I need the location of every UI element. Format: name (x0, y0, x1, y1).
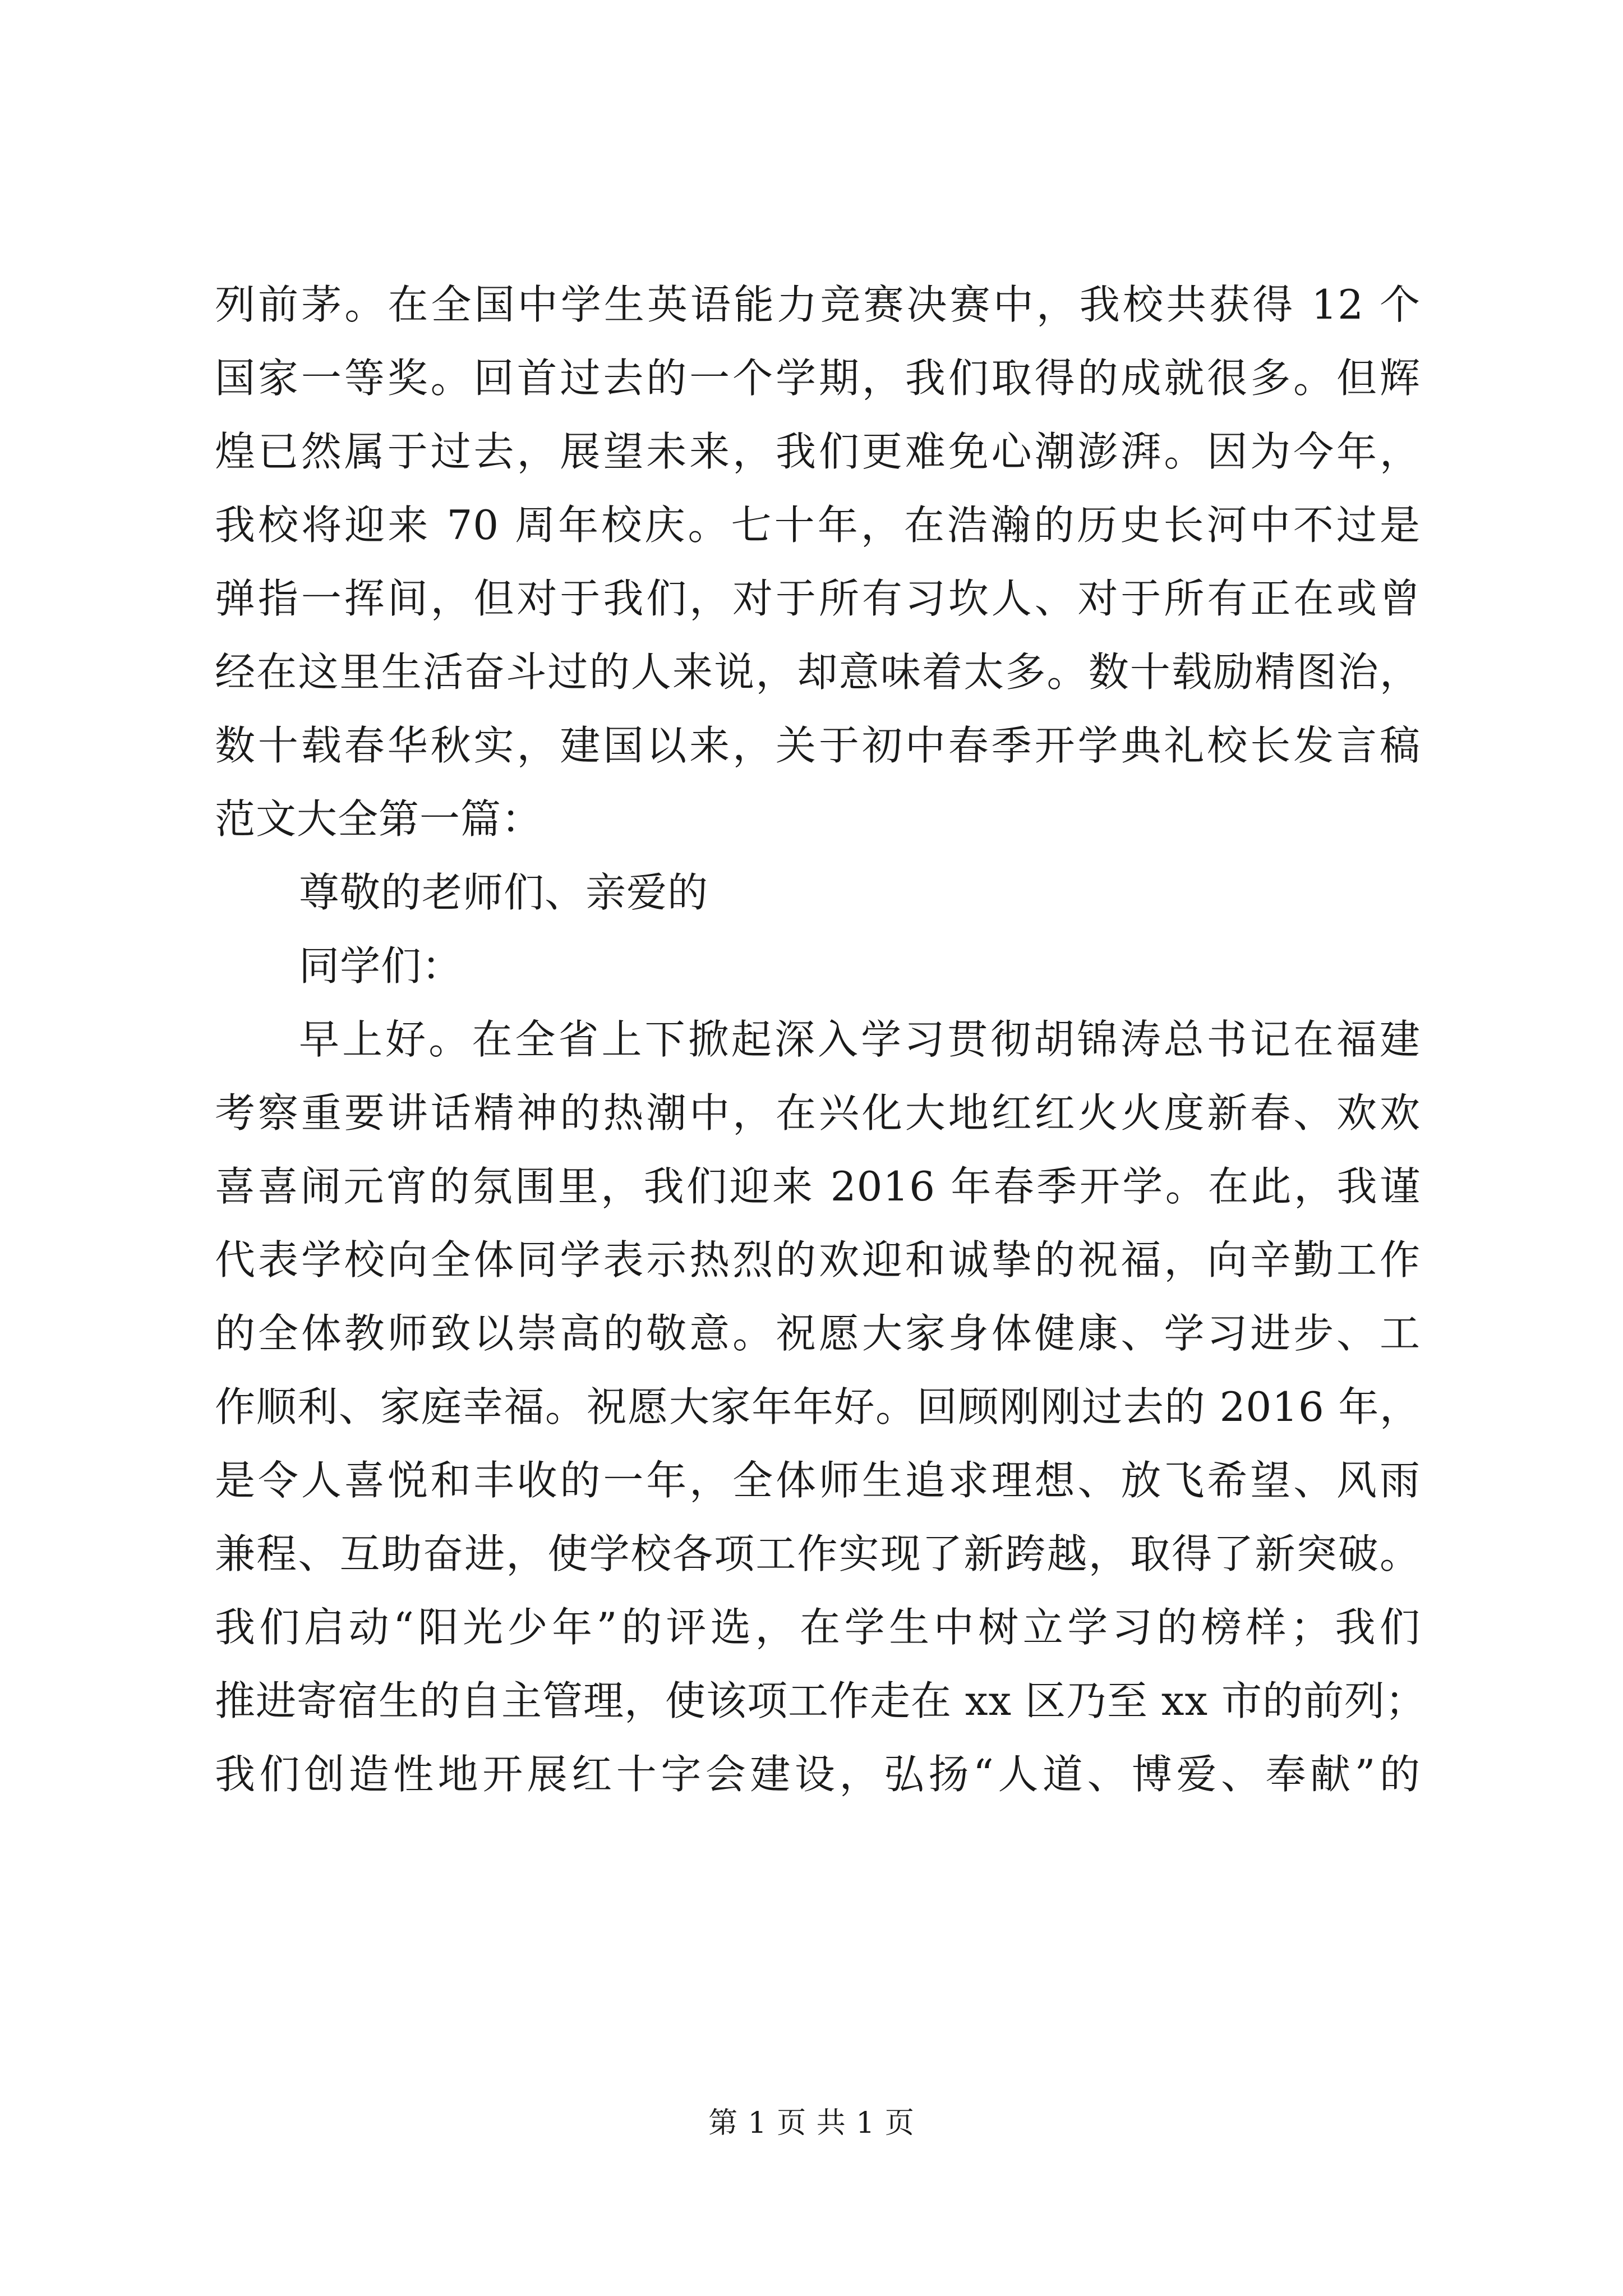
salutation-line: 同学们： (299, 942, 463, 990)
text-line: 煌已然属于过去，展望未来，我们更难免心潮澎湃。因为今年， (215, 428, 1421, 475)
text-line: 我校将迎来 70 周年校庆。七十年，在浩瀚的历史长河中不过是 (215, 501, 1421, 549)
page-number-label: 第 1 页 共 1 页 (708, 2106, 915, 2140)
text-line: 经在这里生活奋斗过的人来说，却意味着太多。数十载励精图治， (215, 648, 1421, 696)
text-line: 作顺利、家庭幸福。祝愿大家年年好。回顾刚刚过去的 2016 年， (215, 1383, 1421, 1430)
body-text (215, 268, 1426, 1811)
text-line: 喜喜闹元宵的氛围里，我们迎来 2016 年春季开学。在此，我谨 (215, 1163, 1421, 1210)
text-line: 兼程、互助奋进，使学校各项工作实现了新跨越，取得了新突破。 (215, 1530, 1421, 1577)
text-line: 我们启动“阳光少年”的评选，在学生中树立学习的榜样；我们 (215, 1604, 1421, 1651)
text-line: 的全体教师致以崇高的敬意。祝愿大家身体健康、学习进步、工 (215, 1310, 1421, 1357)
text-line: 国家一等奖。回首过去的一个学期，我们取得的成就很多。但辉 (215, 355, 1421, 402)
salutation-line: 尊敬的老师们、亲爱的 (299, 869, 709, 916)
text-line: 范文大全第一篇： (215, 795, 543, 843)
text-line: 数十载春华秋实，建国以来，关于初中春季开学典礼校长发言稿 (215, 722, 1421, 769)
text-line: 弹指一挥间，但对于我们，对于所有习坎人、对于所有正在或曾 (215, 575, 1421, 622)
text-line: 列前茅。在全国中学生英语能力竞赛决赛中，我校共获得 12 个 (215, 281, 1421, 328)
text-line: 代表学校向全体同学表示热烈的欢迎和诚挚的祝福，向辛勤工作 (215, 1236, 1421, 1283)
page-footer (0, 2099, 1623, 2141)
text-line: 我们创造性地开展红十字会建设，弘扬“人道、博爱、奉献”的 (215, 1751, 1421, 1798)
text-line: 推进寄宿生的自主管理，使该项工作走在 xx 区乃至 xx 市的前列； (215, 1677, 1426, 1724)
text-line: 考察重要讲话精神的热潮中，在兴化大地红红火火度新春、欢欢 (215, 1089, 1421, 1137)
text-line: 是令人喜悦和丰收的一年，全体师生追求理想、放飞希望、风雨 (215, 1457, 1421, 1504)
paragraph-first-line: 早上好。在全省上下掀起深入学习贯彻胡锦涛总书记在福建 (299, 1016, 1421, 1063)
